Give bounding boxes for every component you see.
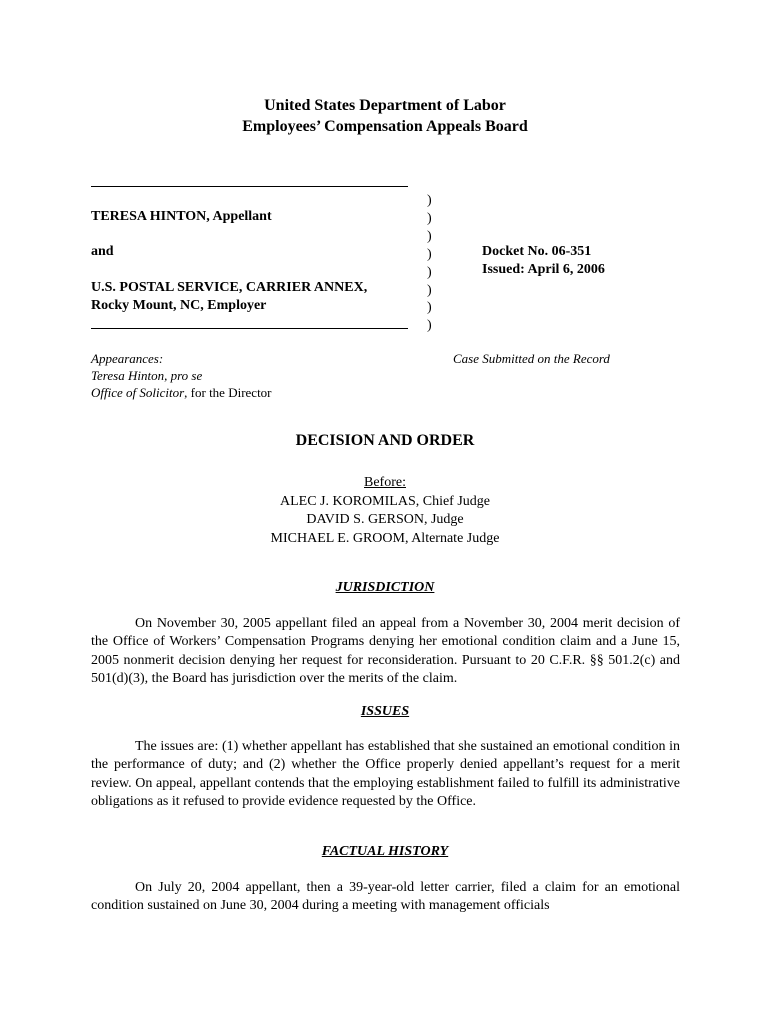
judge-1: ALEC J. KOROMILAS, Chief Judge [280, 493, 490, 509]
jurisdiction-paragraph: On November 30, 2005 appellant filed an appeal from a November 30, 2004 merit decision of the Office of Workers’ Compensation Programs denying her emotional condition claim and a June 15, 2005 nonmerit decision denying her request for reconsideration. Pursuant to 20 C.F.R. §§ 501.2(c) and 501(d)(3), the Board has jurisdiction over the merits of the claim. [91, 616, 680, 687]
caption-paren: ) [427, 246, 432, 262]
caption-paren-column [427, 192, 432, 335]
caption-paren: ) [427, 228, 432, 244]
appellant-name: TERESA HINTON, Appellant [91, 209, 272, 224]
issues-paragraph: The issues are: (1) whether appellant has established that she sustained an emotional condition in the performance of duty; and (2) whether the Office properly denied appellant’s request for a merit review. On appeal, appellant contends that the employing establishment failed to fulfill its administrative obligations as it refused to provide evidence requested by the Office. [91, 739, 680, 810]
board-name: Employees’ Compensation Appeals Board [242, 118, 528, 135]
appearances-label: Appearances: [91, 351, 164, 366]
caption-paren: ) [427, 318, 432, 334]
judges-panel [0, 474, 770, 548]
caption-paren: ) [427, 264, 432, 280]
caption-paren: ) [427, 300, 432, 316]
employer-line-2: Rocky Mount, NC, Employer [91, 298, 267, 313]
solicitor-appearance [91, 384, 272, 401]
solicitor-suffix: , for the Director [184, 385, 272, 400]
jurisdiction-heading: JURISDICTION [335, 580, 435, 595]
issues-heading: ISSUES [360, 704, 410, 719]
caption-paren: ) [427, 210, 432, 226]
caption-paren: ) [427, 282, 432, 298]
employer-line-1: U.S. POSTAL SERVICE, CARRIER ANNEX, [91, 280, 368, 295]
document-title: DECISION AND ORDER [295, 432, 475, 449]
factual-history-paragraph: On July 20, 2004 appellant, then a 39-year-old letter carrier, filed a claim for an emotional condition sustained on June 30, 2004 during a meeting with management officials [91, 880, 680, 914]
caption-top-rule [91, 186, 408, 187]
issued-date: Issued: April 6, 2006 [482, 262, 605, 277]
factual-history-heading: FACTUAL HISTORY [321, 844, 449, 859]
appearances-block [91, 350, 272, 401]
agency-name: United States Department of Labor [264, 97, 506, 114]
judge-2: DAVID S. GERSON, Judge [306, 512, 464, 527]
judge-3: MICHAEL E. GROOM, Alternate Judge [270, 530, 500, 546]
before-label: Before: [364, 475, 406, 490]
case-submitted-note: Case Submitted on the Record [453, 351, 610, 366]
caption-and: and [91, 244, 114, 259]
docket-number: Docket No. 06-351 [482, 244, 592, 259]
caption-paren: ) [427, 193, 432, 208]
caption-bottom-rule [91, 328, 408, 329]
solicitor-name: Office of Solicitor [91, 385, 185, 400]
docket-block [482, 243, 605, 279]
appellant-appearance: Teresa Hinton, pro se [91, 368, 203, 383]
